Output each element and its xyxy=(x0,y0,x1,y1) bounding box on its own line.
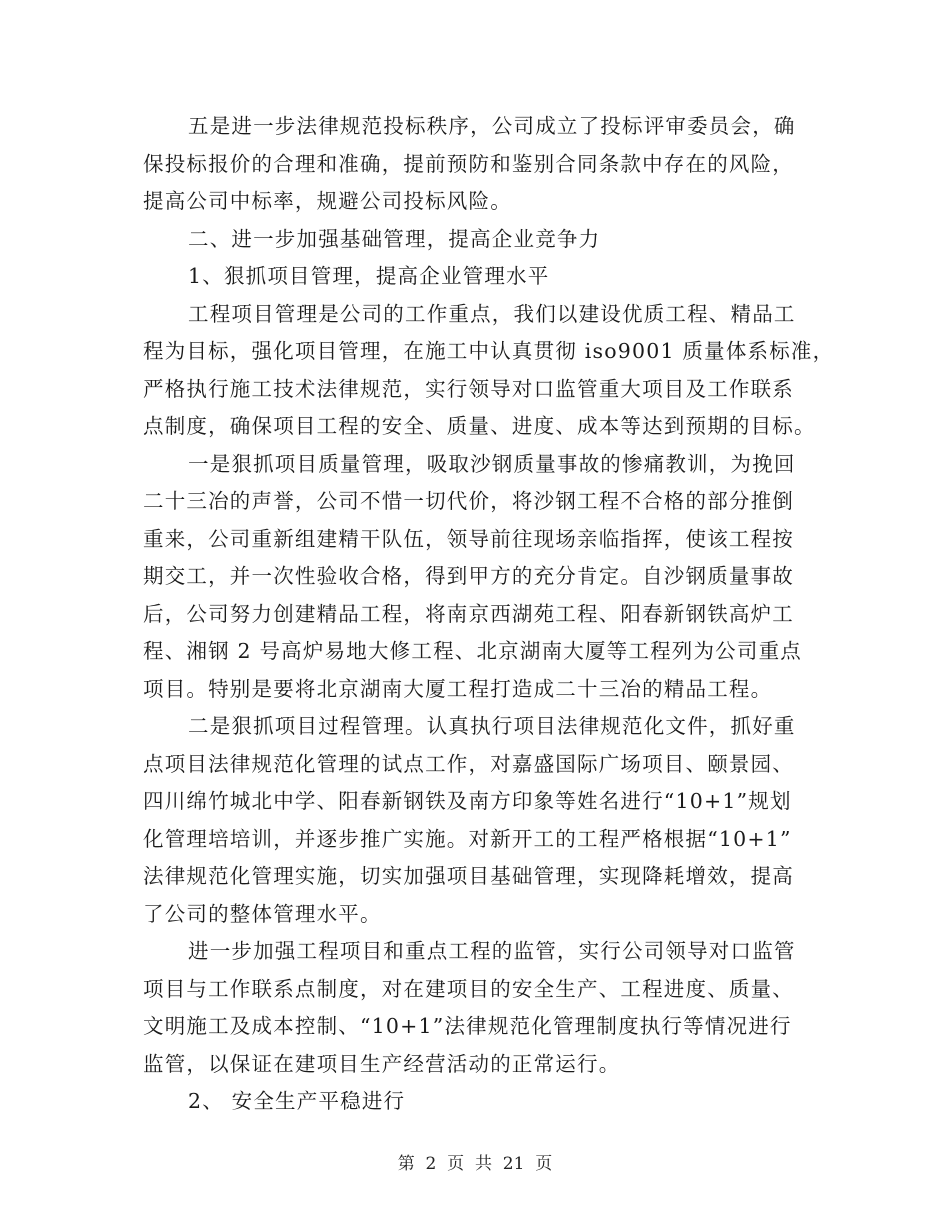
paragraph-line: 二是狠抓项目过程管理。认真执行项目法律规范化文件，抓好重 xyxy=(188,714,796,738)
paragraph-line: 一是狠抓项目质量管理，吸取沙钢质量事故的惨痛教训，为挽回 xyxy=(188,452,796,476)
paragraph-line: 化管理培培训，并逐步推广实施。对新开工的工程严格根据“10+1” xyxy=(143,827,792,851)
paragraph-line: 四川绵竹城北中学、阳春新钢铁及南方印象等姓名进行“10+1”规划 xyxy=(143,789,792,813)
paragraph-line: 点制度，确保项目工程的安全、质量、进度、成本等达到预期的目标。 xyxy=(143,414,816,438)
paragraph-line: 期交工，并一次性验收合格，得到甲方的充分肯定。自沙钢质量事故 xyxy=(143,564,794,588)
paragraph-line: 工程项目管理是公司的工作重点，我们以建设优质工程、精品工 xyxy=(188,302,796,326)
paragraph-line: 重来，公司重新组建精干队伍，领导前往现场亲临指挥，使该工程按 xyxy=(143,527,794,551)
paragraph-line: 项目与工作联系点制度，对在建项目的安全生产、工程进度、质量、 xyxy=(143,977,794,1001)
paragraph-line: 监管，以保证在建项目生产经营活动的正常运行。 xyxy=(143,1052,621,1076)
paragraph-line: 了公司的整体管理水平。 xyxy=(143,902,382,926)
paragraph-line: 法律规范化管理实施，切实加强项目基础管理，实现降耗增效，提高 xyxy=(143,864,794,888)
section-heading: 二、进一步加强基础管理，提高企业竞争力 xyxy=(188,227,601,251)
paragraph-line: 严格执行施工技术法律规范，实行领导对口监管重大项目及工作联系 xyxy=(143,377,794,401)
subsection-heading: 2、 安全生产平稳进行 xyxy=(188,1089,406,1113)
subsection-heading: 1、狠抓项目管理，提高企业管理水平 xyxy=(188,264,550,288)
paragraph-line: 二十三冶的声誉，公司不惜一切代价，将沙钢工程不合格的部分推倒 xyxy=(143,489,794,513)
paragraph-line: 五是进一步法律规范投标秩序，公司成立了投标评审委员会，确 xyxy=(188,114,796,138)
paragraph-line: 程、湘钢 2 号高炉易地大修工程、北京湖南大厦等工程列为公司重点 xyxy=(143,639,802,663)
paragraph-line: 后，公司努力创建精品工程，将南京西湖苑工程、阳春新钢铁高炉工 xyxy=(143,602,794,626)
page-number-footer: 第 2 页 共 21 页 xyxy=(397,1154,553,1174)
paragraph-line: 项目。特别是要将北京湖南大厦工程打造成二十三冶的精品工程。 xyxy=(143,677,773,701)
paragraph-line: 进一步加强工程项目和重点工程的监管，实行公司领导对口监管 xyxy=(188,939,796,963)
paragraph-line: 程为目标，强化项目管理，在施工中认真贯彻 iso9001 质量体系标准， xyxy=(143,339,835,363)
paragraph-line: 点项目法律规范化管理的试点工作，对嘉盛国际广场项目、颐景园、 xyxy=(143,752,794,776)
paragraph-line: 提高公司中标率，规避公司投标风险。 xyxy=(143,189,512,213)
paragraph-line: 文明施工及成本控制、“10+1”法律规范化管理制度执行等情况进行 xyxy=(143,1014,792,1038)
paragraph-line: 保投标报价的合理和准确，提前预防和鉴别合同条款中存在的风险， xyxy=(143,152,794,176)
